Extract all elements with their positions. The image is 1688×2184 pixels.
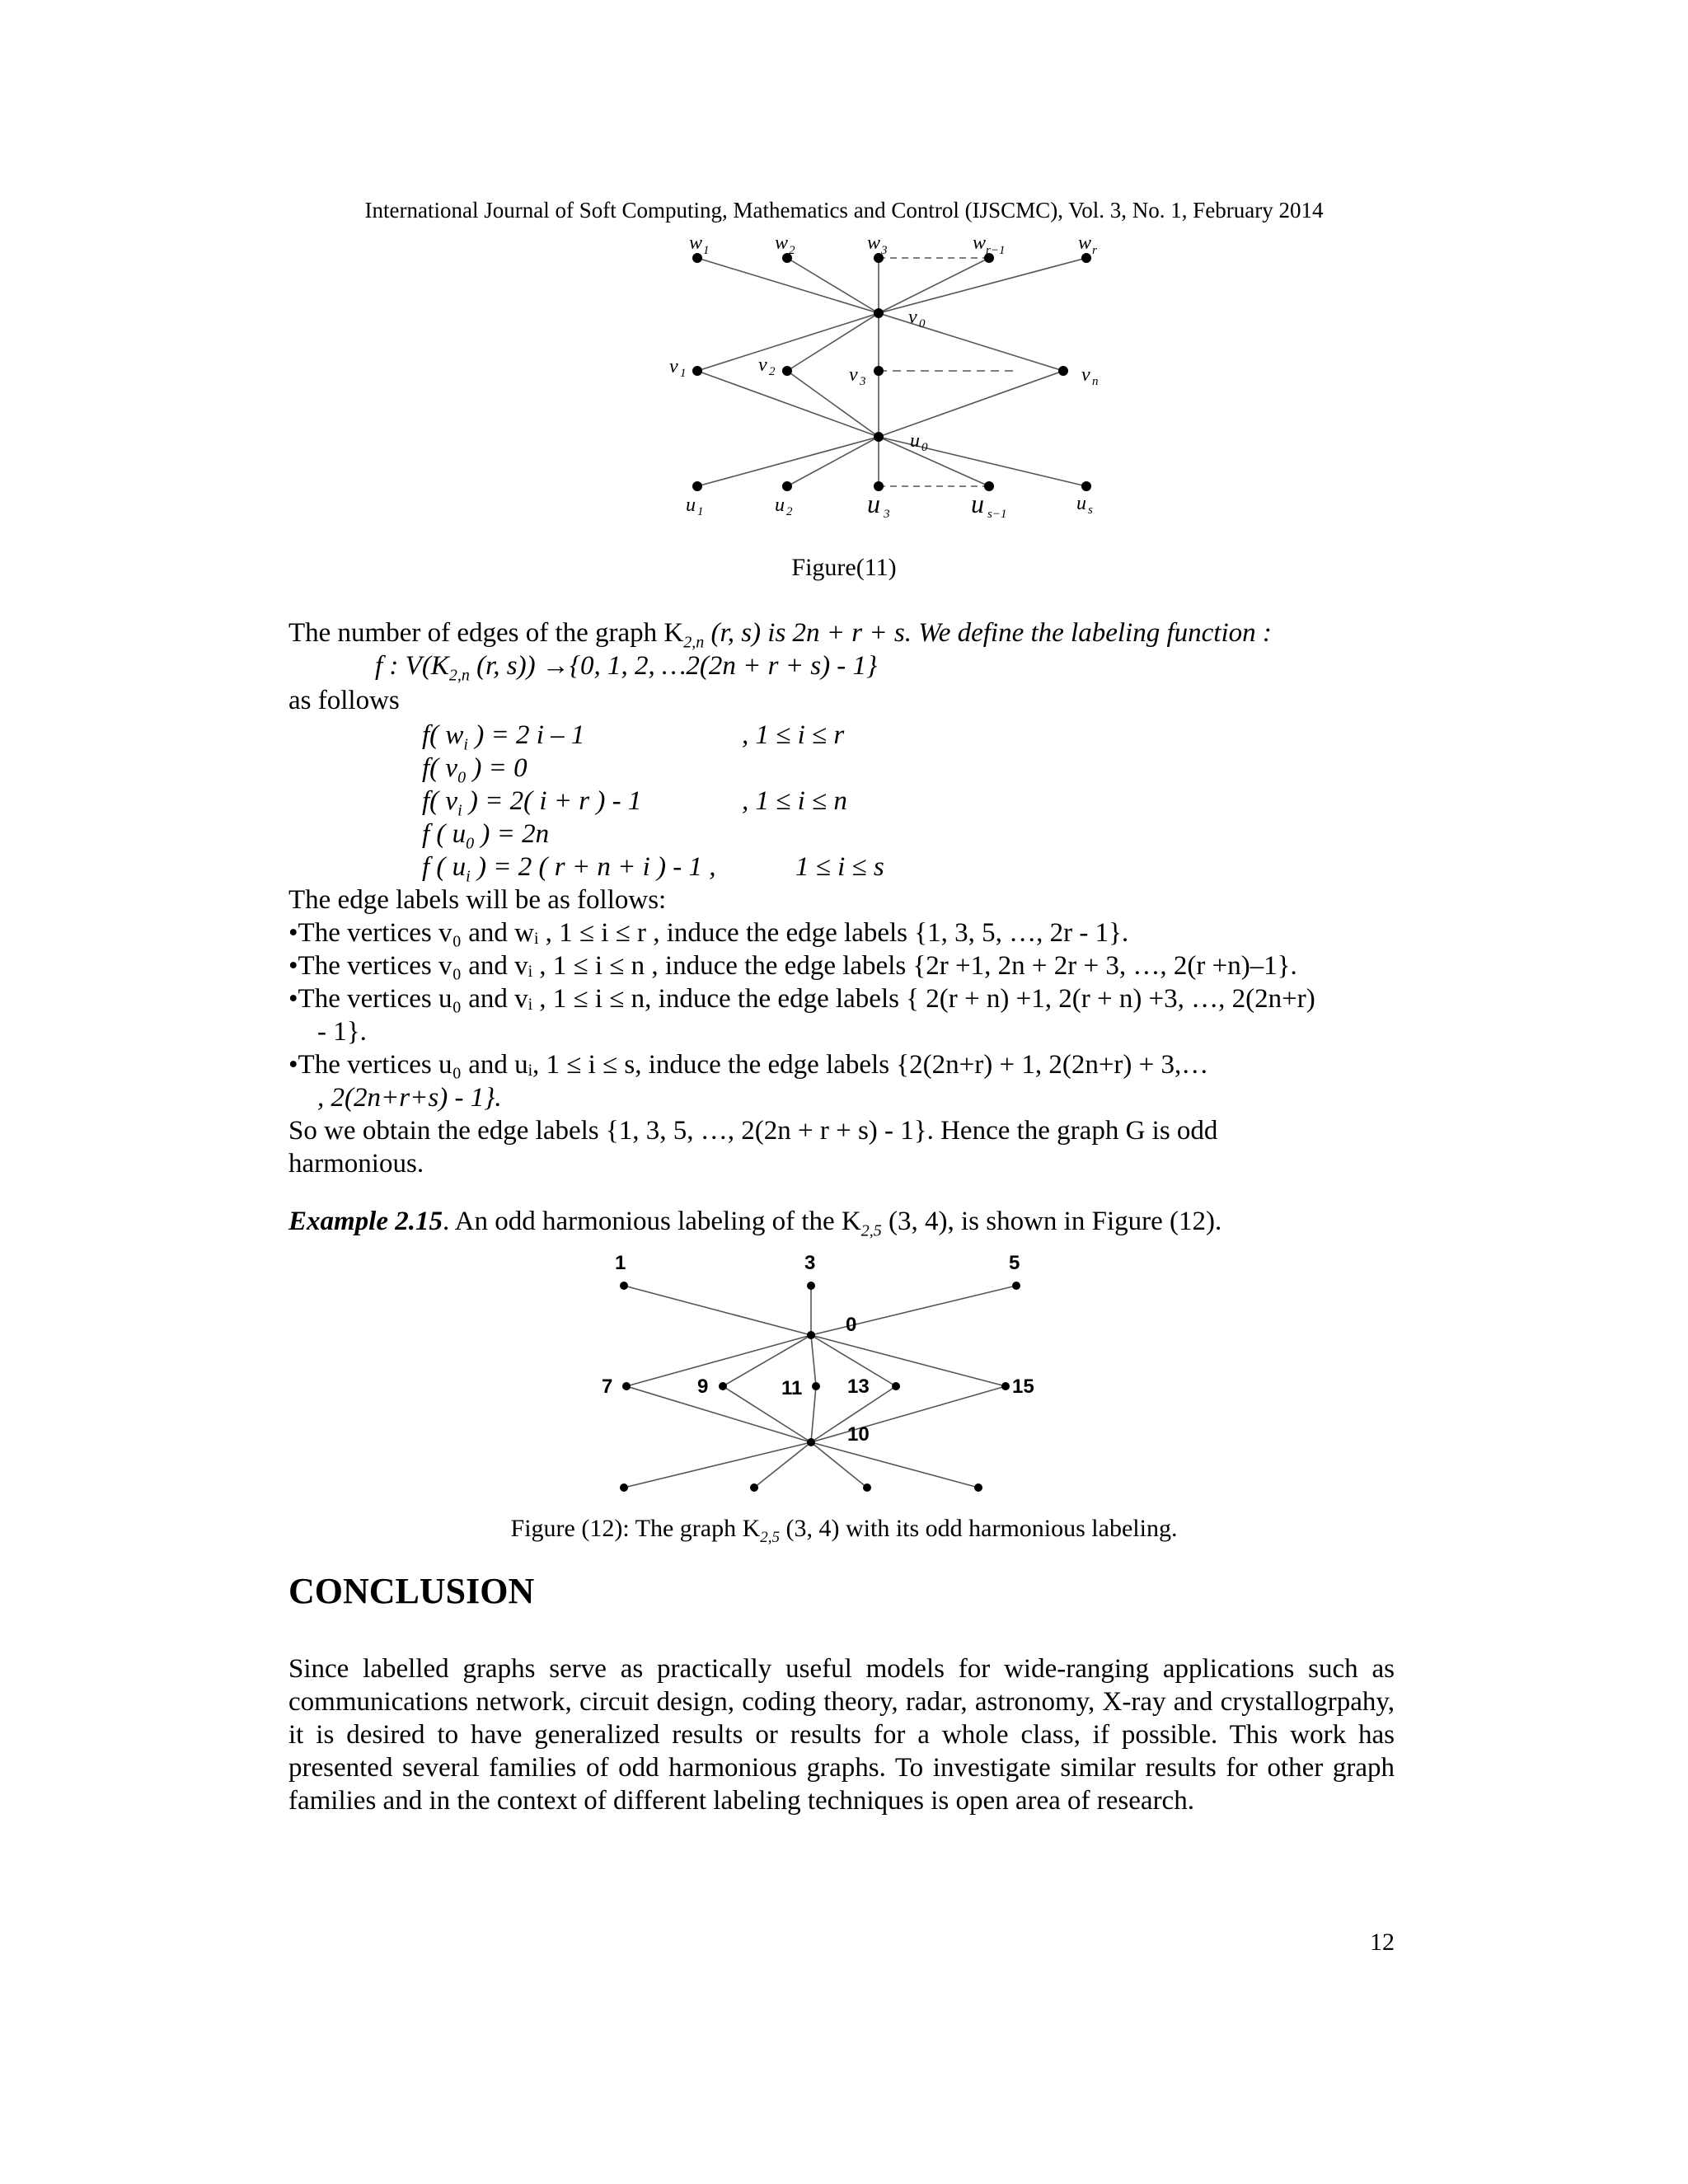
figure-11-labels [669,232,1099,521]
figure-11-edges [697,258,1086,486]
svg-text:11: 11 [781,1377,803,1399]
bullet-3-cont: - 1}. [317,1017,367,1047]
svg-text:1: 1 [680,367,687,380]
svg-text:13: 13 [847,1376,870,1398]
svg-text:s−1: s−1 [987,508,1007,521]
figure-12-edges [624,1286,1016,1488]
conclusion-of-proof-cont: harmonious. [288,1149,424,1179]
svg-text:7: 7 [602,1376,613,1398]
def-ui: f ( $u_i$ ) = 2 ( r + n + i ) - 1 , [422,852,716,886]
svg-text:15: 15 [1012,1376,1034,1398]
svg-text:10: 10 [847,1423,870,1446]
figure-11-graph [643,231,1137,527]
svg-text:1: 1 [615,1252,626,1274]
bullet-4-cont: , 2(2n+r+s) - 1}. [317,1083,502,1113]
svg-text:3: 3 [881,244,888,257]
figure-11-caption: Figure(11) [791,554,897,581]
def-ui-range: 1 ≤ i ≤ s [795,852,884,882]
svg-text:v: v [908,307,917,328]
journal-header: International Journal of Soft Computing, Mathematics and Control (IJSCMC), Vol. 3, No. 1, February 2014 [364,198,1324,223]
svg-text:w: w [1078,232,1092,254]
def-wi: f( $w_i$ ) = 2 i – 1 [422,720,585,754]
svg-text:w: w [689,232,703,254]
svg-text:3: 3 [804,1252,816,1274]
svg-text:9: 9 [697,1376,709,1398]
svg-text:2: 2 [786,505,793,518]
example-line: Example 2.15. An odd harmonious labeling of the $K_{2,5}$ (3, 4), is shown in Figure (12). [288,1207,1222,1240]
svg-text:2: 2 [789,244,795,257]
conclusion-heading: CONCLUSION [288,1571,535,1611]
figure-12-caption: Figure (12): The graph $K_{2,5}$ (3, 4) with its odd harmonious labeling. [510,1515,1178,1546]
as-follows-line: as follows [288,686,400,715]
figure-12-labels [602,1252,1034,1500]
svg-text:3: 3 [860,375,866,388]
edge-labels-intro: The edge labels will be as follows: [288,885,667,915]
svg-text:u: u [971,489,984,518]
bullet-4: •The vertices u₀ and uᵢ, 1 ≤ i ≤ s, induce the edge labels {2(2n+r) + 1, 2(2n+r) + 3,… [288,1050,1209,1080]
svg-text:u: u [686,494,696,516]
def-v0: f( $v_0$ ) = 0 [422,753,528,787]
svg-text:s: s [1088,504,1093,517]
figure-11-vertices [692,253,1091,491]
svg-text:u: u [910,430,920,452]
def-u0: f ( $u_0$ ) = 2n [422,819,550,853]
svg-text:3: 3 [884,508,890,521]
figure-12-vertices [620,1282,1020,1492]
svg-text:2: 2 [769,365,776,378]
svg-text:1: 1 [697,505,704,518]
def-vi: f( $v_i$ ) = 2( i + r ) - 1 [422,786,642,820]
svg-text:r: r [1092,244,1097,257]
svg-text:r−1: r−1 [986,244,1006,257]
page-number: 12 [1370,1929,1395,1956]
conclusion-of-proof: So we obtain the edge labels {1, 3, 5, …, 2(2n + r + s) - 1}. Hence the graph G is odd [288,1116,1218,1146]
bullet-1: •The vertices v₀ and wᵢ , 1 ≤ i ≤ r , induce the edge labels {1, 3, 5, …, 2r - 1}. [288,918,1129,948]
svg-text:1: 1 [703,244,710,257]
svg-text:u: u [775,494,785,516]
svg-text:v: v [849,364,858,386]
def-wi-range: , 1 ≤ i ≤ r [742,720,845,750]
svg-text:v: v [1081,364,1090,386]
bullet-3: •The vertices u₀ and vᵢ , 1 ≤ i ≤ n, induce the edge labels { 2(r + n) +1, 2(r + n) +3, …, 2(2n+r) [288,984,1315,1014]
svg-text:0: 0 [921,441,928,454]
svg-text:w: w [867,232,881,254]
figure-12-graph [577,1244,1055,1500]
svg-text:v: v [669,356,678,377]
edges-count-line: The number of edges of the graph $K_{2,n}$ (r, s) is 2n + r + s. We define the labeling function : [288,618,1272,652]
bullet-2: •The vertices v₀ and vᵢ , 1 ≤ i ≤ n , induce the edge labels {2r +1, 2n + 2r + 3, …, 2(r +n)–1}. [288,951,1297,981]
svg-text:n: n [1092,375,1099,388]
svg-text:w: w [775,232,789,254]
conclusion-paragraph: Since labelled graphs serve as practically useful models for wide-ranging applications such as communications network, circuit design, coding theory, radar, astronomy, X-ray and crystallogrpahy, it is desired to have generalized results or results for a whole class, if possible. This work has presented several families of odd harmonious graphs. To investigate similar results for other graph families and in the context of different labeling techniques is open area of research. [288,1654,1395,1816]
svg-text:u: u [867,489,880,518]
svg-text:0: 0 [919,317,926,330]
svg-text:u: u [1076,493,1086,514]
svg-text:v: v [758,354,767,376]
svg-text:w: w [973,232,987,254]
def-vi-range: , 1 ≤ i ≤ n [742,786,847,816]
svg-text:0: 0 [846,1314,857,1336]
svg-text:5: 5 [1009,1252,1020,1274]
labeling-function-line: f : $V(K_{2,n}$ (r, s)) →{0, 1, 2, …2(2n + r + s) - 1} [375,651,878,685]
